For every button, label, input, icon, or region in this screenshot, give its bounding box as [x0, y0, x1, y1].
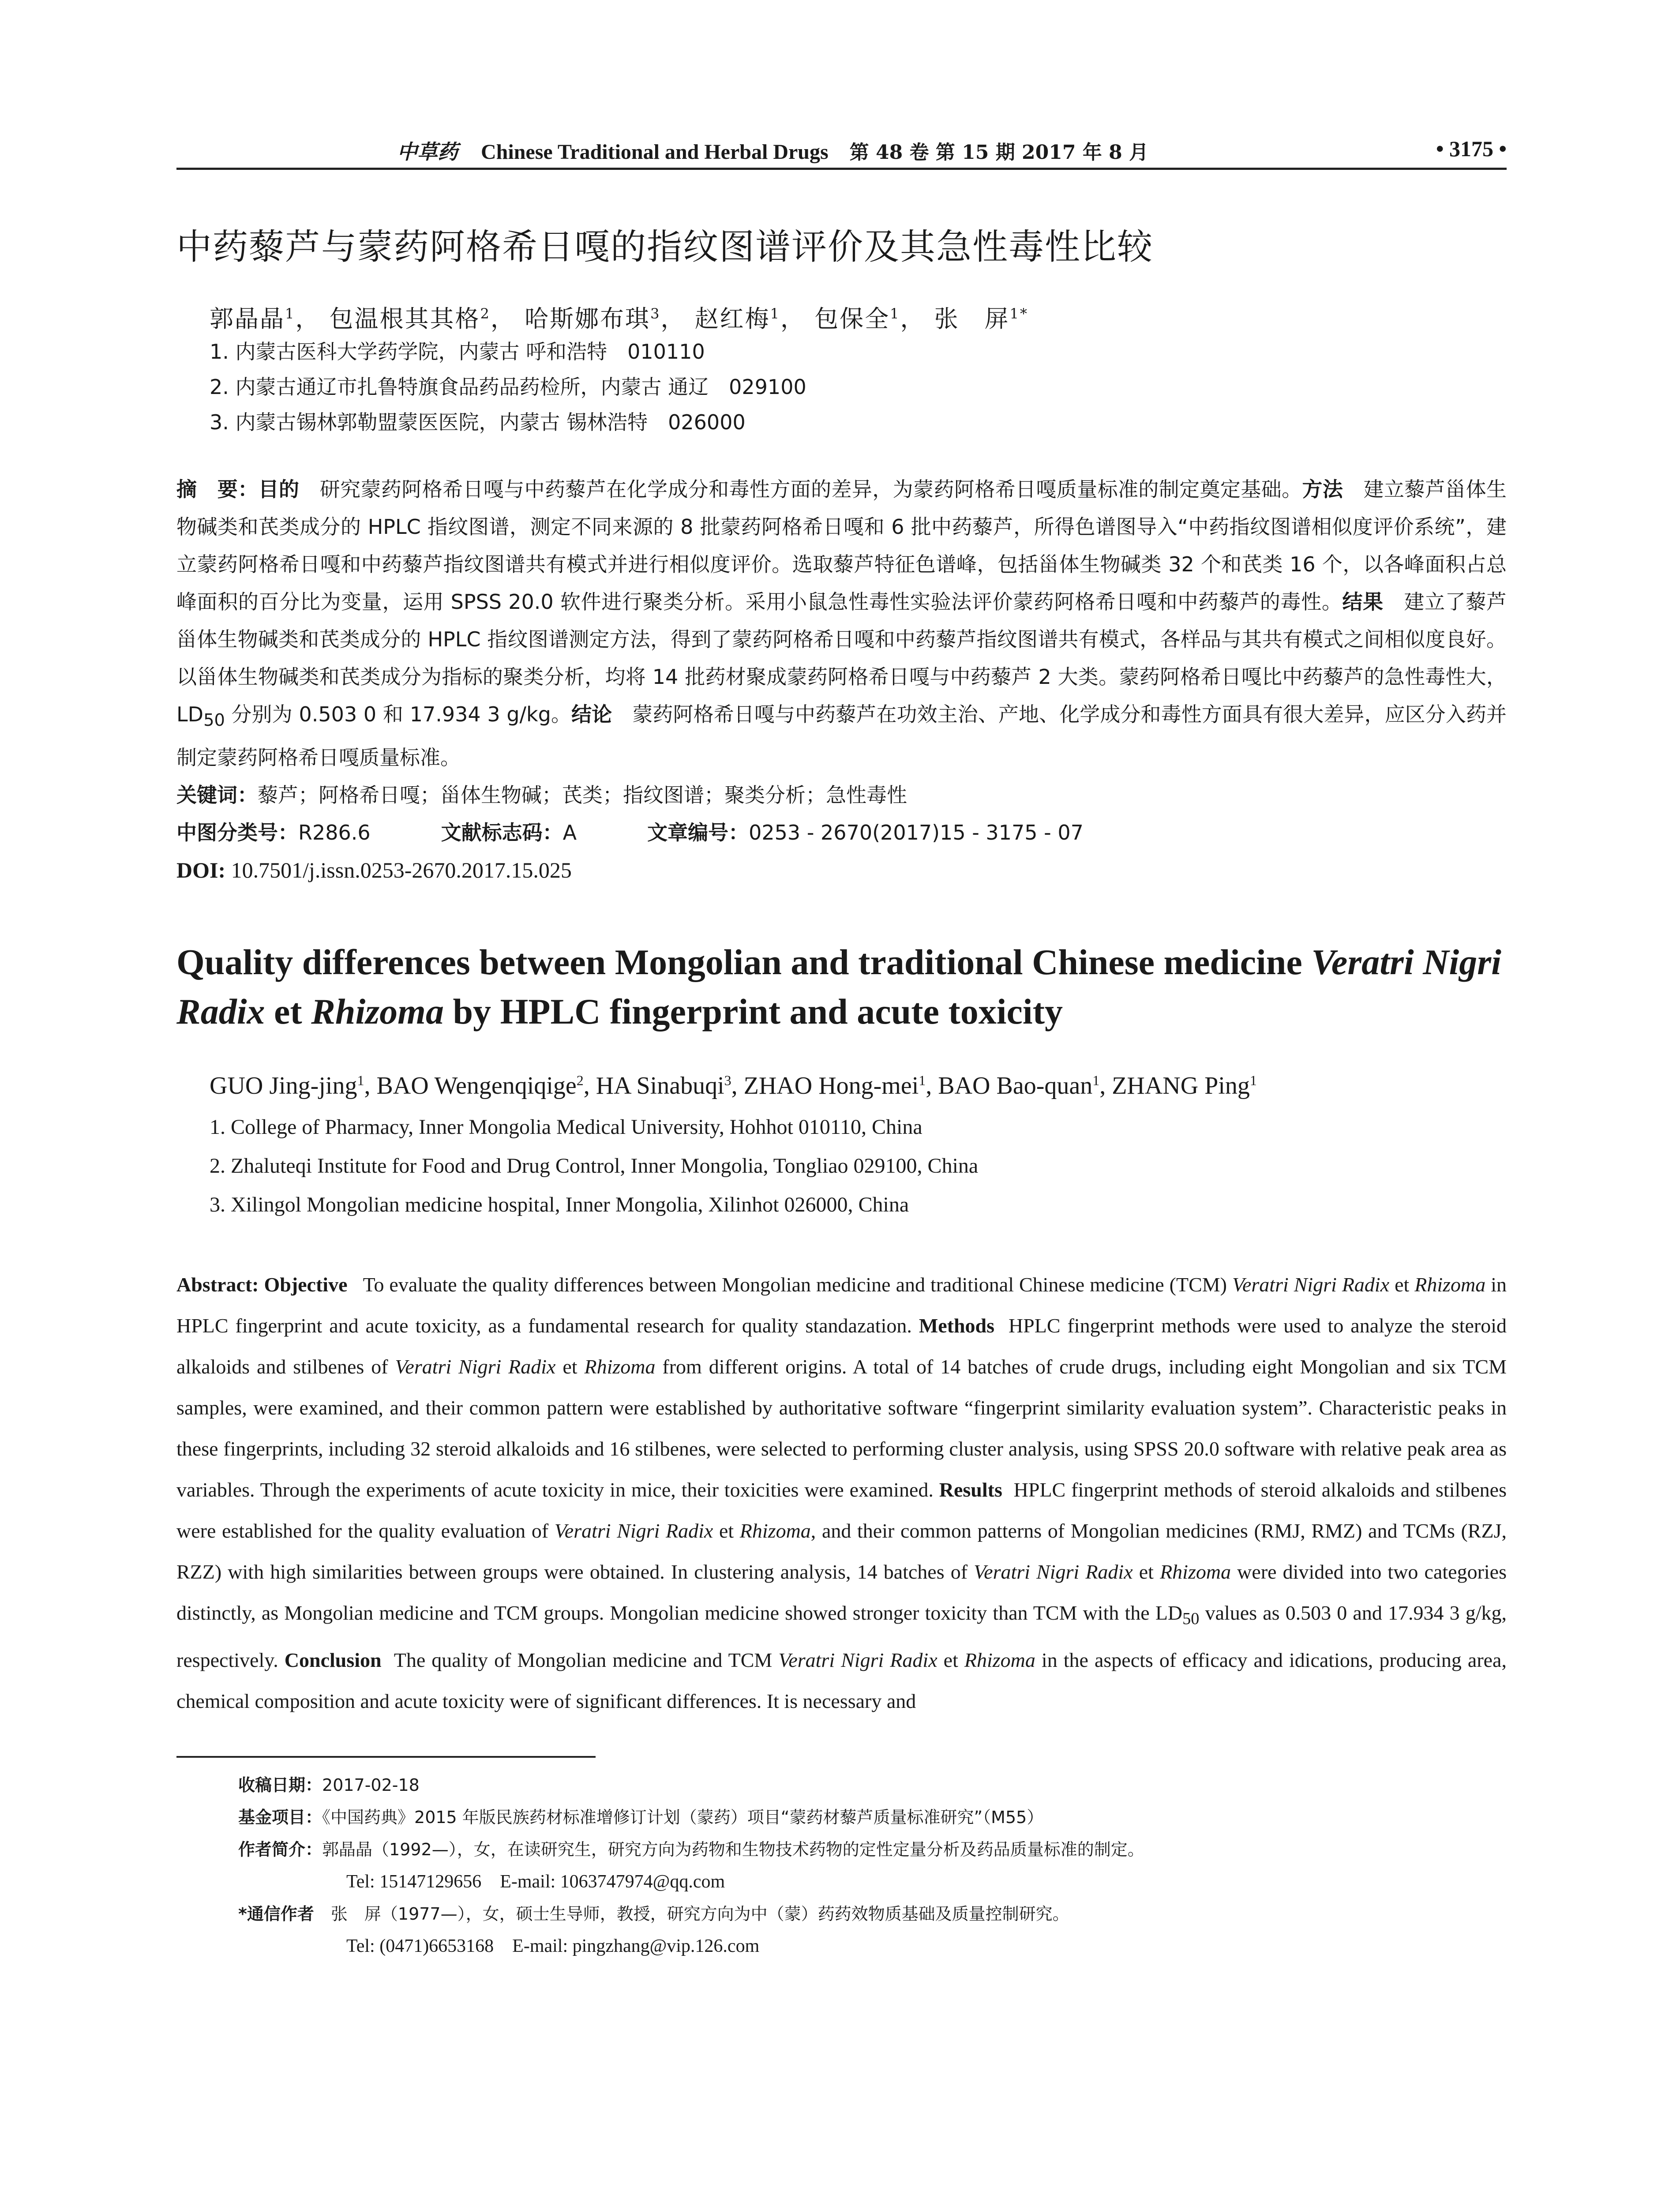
running-header — [176, 132, 1507, 170]
author-name: 哈斯娜布琪 — [525, 305, 651, 333]
et-text: et — [713, 1519, 740, 1542]
affiliation-zh-1: 1. 内蒙古医科大学药学院，内蒙古 呼和浩特 010110 — [210, 340, 705, 364]
objective-label: 目的 — [258, 477, 300, 501]
affiliation-zh-3: 3. 内蒙古锡林郭勒盟蒙医医院，内蒙古 锡林浩特 026000 — [210, 410, 746, 434]
author-name: 赵红梅 — [694, 305, 770, 333]
results-text-2: 分别为 0.503 0 和 17.934 3 g/kg。 — [225, 702, 572, 726]
author-aff: 1 — [1092, 1072, 1100, 1088]
species-part: Rhizoma — [1160, 1561, 1231, 1583]
page-number: • 3175 • — [1436, 136, 1507, 161]
author-name: GUO Jing-jing — [210, 1072, 357, 1100]
author-name: 包温根其其格 — [329, 305, 480, 333]
author-name: 郭晶晶 — [210, 305, 285, 333]
doi-value[interactable]: 10.7501/j.issn.0253-2670.2017.15.025 — [231, 858, 572, 883]
footnote-label: 收稿日期： — [238, 1775, 322, 1795]
journal-name-zh: 中草药 — [397, 140, 458, 164]
keywords-value: 藜芦；阿格希日嘎；甾体生物碱；芪类；指纹图谱；聚类分析；急性毒性 — [258, 783, 907, 807]
footnote-received — [238, 1769, 1507, 1801]
abstract-objective-label: Abstract: Objective — [176, 1273, 348, 1296]
author-aff: 1 — [890, 305, 900, 322]
keywords-zh — [176, 777, 1507, 814]
et-text: et — [1389, 1273, 1415, 1296]
abstract-label: 摘 要： — [176, 477, 259, 501]
author-name: ZHANG Ping — [1112, 1072, 1250, 1100]
classification-line — [176, 814, 1507, 852]
species-part: Rhizoma — [739, 1519, 811, 1542]
affiliation-en-2: 2. Zhaluteqi Institute for Food and Drug Control, Inner Mongolia, Tongliao 029100, China — [210, 1154, 979, 1178]
author-name: 张 屏 — [934, 305, 1010, 333]
species-name: Veratri Nigri Radix — [395, 1355, 556, 1378]
footnote-label: 基金项目： — [238, 1808, 322, 1827]
title-en-part: Quality differences between Mongolian and traditional Chinese medicine — [176, 942, 1312, 983]
conclusion-text-2: in the aspects of efficacy and idications, producing area, chemical composition and acute toxicity were of significant differences. It is necessary and — [176, 1649, 1507, 1713]
author-name: BAO Wengenqiqige — [376, 1072, 577, 1100]
title-english — [176, 938, 1507, 1036]
methods-text: 建立藜芦甾体生物碱类和芪类成分的 HPLC 指纹图谱，测定不同来源的 8 批蒙药阿格希日嘎和 6 批中药藜芦，所得色谱图导入“中药指纹图谱相似度评价系统”，建立蒙药阿格希日嘎和中药藜芦指纹图谱共有模式并进行相似度评价。选取藜芦特征色谱峰，包括甾体生物碱类 32 个和芪类 16 个，以各峰面积占总峰面积的百分比为变量，运用 SPSS 20.0 软件进行聚类分析。采用小鼠急性毒性实验法评价蒙药阿格希日嘎和中药藜芦的毒性。 — [176, 477, 1507, 614]
subscript: 50 — [203, 710, 225, 731]
author-aff: 3 — [650, 305, 661, 322]
author-aff: 1 — [770, 305, 780, 322]
conclusion-text: 蒙药阿格希日嘎与中药藜芦在功效主治、产地、化学成分和毒性方面具有很大差异，应区分入药并制定蒙药阿格希日嘎质量标准。 — [176, 702, 1507, 770]
journal-name — [397, 136, 1148, 165]
authors-english: GUO Jing-jing$^1$, BAO Wengenqiqige$^2$, HA Sinabuqi$^3$, ZHAO Hong-mei$^1$, BAO Bao-quan$^1$, ZHANG Ping$^1$ — [210, 1072, 1257, 1100]
objective-text: 研究蒙药阿格希日嘎与中药藜芦在化学成分和毒性方面的差异，为蒙药阿格希日嘎质量标准的制定奠定基础。 — [319, 477, 1302, 501]
subscript: 50 — [1182, 1609, 1200, 1628]
issue-info: 第 48 卷 第 15 期 2017 年 8 月 — [849, 141, 1149, 164]
keywords-label: 关键词： — [176, 783, 258, 807]
conclusion-label: 结论 — [571, 702, 612, 726]
author-aff: 2 — [480, 305, 491, 322]
author-aff: 1 — [1249, 1072, 1257, 1088]
author-aff: 3 — [724, 1072, 731, 1088]
title-en-italic: Rhizoma — [311, 991, 444, 1032]
footnote-divider — [176, 1756, 596, 1758]
footnote-label: *通信作者 — [238, 1904, 314, 1924]
results-text-4: values as 0.503 0 and 17.934 3 g/kg, respectively. — [176, 1602, 1507, 1672]
author-aff: 1 — [919, 1072, 926, 1088]
methods-text-2: from different origins. A total of 14 batches of crude drugs, including eight Mongolian and six TCM samples, were examined, and their common pattern were established by authoritative software “fingerprint similarity evaluation system”. Characteristic peaks in these fingerprints, including 32 steroid alkaloids and 16 stilbenes, were selected to performing cluster analysis, using SPSS 20.0 software with relative peak area as variables. Through the experiments of acute toxicity in mice, their toxicities were examined. — [176, 1355, 1507, 1501]
doi-label: DOI: — [176, 858, 226, 883]
author-aff: 1 — [285, 305, 296, 322]
affiliation-zh-2: 2. 内蒙古通辽市扎鲁特旗食品药品药检所，内蒙古 通辽 029100 — [210, 375, 806, 399]
clc-label: 中图分类号： — [176, 821, 298, 845]
abstract-english — [176, 1264, 1507, 1722]
objective-text: To evaluate the quality differences between Mongolian medicine and traditional Chinese medicine (TCM) — [363, 1273, 1232, 1296]
footnote-author — [238, 1834, 1507, 1866]
title-en-part: et — [265, 991, 311, 1032]
footnote-value: 《中国药典》2015 年版民族药材标准增修订计划（蒙药）项目“蒙药材藜芦质量标准研究”（M55） — [322, 1808, 1044, 1827]
species-name: Veratri Nigri Radix — [778, 1649, 938, 1672]
title-en-part: by HPLC fingerprint and acute toxicity — [443, 991, 1063, 1032]
footnote-label: 作者简介： — [238, 1840, 322, 1860]
et-text: et — [937, 1649, 964, 1672]
results-text-2: , and their common patterns of Mongolian medicines (RMJ, RMZ) and TCMs (RZJ, RZZ) with high similarities between groups were obtained. In clustering analysis, 14 batches of — [176, 1519, 1507, 1583]
clc-value: R286.6 — [298, 821, 371, 845]
species-part: Rhizoma — [584, 1355, 656, 1378]
doc-code-value: A — [562, 821, 577, 845]
abstract-chinese — [176, 471, 1507, 777]
species-name: Veratri Nigri Radix — [1232, 1273, 1390, 1296]
et-text: et — [555, 1355, 585, 1378]
footnote-author-contact: Tel: 15147129656 E-mail: 1063747974@qq.com — [346, 1872, 725, 1892]
footnote-fund — [238, 1801, 1507, 1834]
footnote-corresponding-contact: Tel: (0471)6653168 E-mail: pingzhang@vip.126.com — [346, 1936, 760, 1957]
title-en-italic: Veratri Nigri Radix — [176, 942, 1501, 1032]
affiliation-en-3: 3. Xilingol Mongolian medicine hospital, Inner Mongolia, Xilinhot 026000, China — [210, 1193, 909, 1217]
author-name: ZHAO Hong-mei — [743, 1072, 919, 1100]
results-text: HPLC fingerprint methods of steroid alkaloids and stilbenes were established for the quality evaluation of — [176, 1478, 1507, 1542]
conclusion-text: The quality of Mongolian medicine and TCM — [394, 1649, 779, 1672]
methods-label: Methods — [919, 1314, 995, 1337]
species-part: Rhizoma — [964, 1649, 1035, 1672]
author-aff: 1* — [1009, 305, 1029, 322]
affiliation-en-1: 1. College of Pharmacy, Inner Mongolia Medical University, Hohhot 010110, China — [210, 1115, 922, 1139]
objective-text-2: in HPLC fingerprint and acute toxicity, as a fundamental research for quality standazation. — [176, 1273, 1507, 1337]
doc-code-label: 文献标志码： — [441, 821, 563, 845]
footnotes — [238, 1769, 1507, 1962]
species-name: Veratri Nigri Radix — [554, 1519, 713, 1542]
article-no-value: 0253 - 2670(2017)15 - 3175 - 07 — [749, 821, 1084, 845]
species-part: Rhizoma — [1414, 1273, 1486, 1296]
methods-text: HPLC fingerprint methods were used to analyze the steroid alkaloids and stilbenes of — [176, 1314, 1507, 1378]
authors-chinese: 郭晶晶$^1$， 包温根其其格$^2$， 哈斯娜布琪$^3$， 赵红梅$^1$， 包保全$^1$， 张 屏$^{1*}$ — [210, 305, 1029, 333]
footnote-corresponding — [238, 1898, 1507, 1930]
article-no-label: 文章编号： — [647, 821, 749, 845]
footnote-value: 郭晶晶（1992—），女，在读研究生，研究方向为药物和生物技术药物的定性定量分析及药品质量标准的制定。 — [322, 1840, 1144, 1860]
conclusion-label: Conclusion — [284, 1649, 382, 1672]
author-name: 包保全 — [814, 305, 890, 333]
journal-name-en: Chinese Traditional and Herbal Drugs — [481, 140, 829, 164]
footnote-value: 2017-02-18 — [322, 1775, 420, 1795]
results-text-3: were divided into two categories distinctly, as Mongolian medicine and TCM groups. Mongolian medicine showed stronger toxicity than TCM with the LD — [176, 1561, 1507, 1624]
title-chinese: 中药藜芦与蒙药阿格希日嘎的指纹图谱评价及其急性毒性比较 — [176, 226, 1153, 267]
methods-label: 方法 — [1302, 477, 1343, 501]
doi-line — [176, 852, 1507, 889]
author-name: BAO Bao-quan — [938, 1072, 1093, 1100]
author-aff: 1 — [357, 1072, 364, 1088]
results-text: 建立了藜芦甾体生物碱类和芪类成分的 HPLC 指纹图谱测定方法，得到了蒙药阿格希日嘎和中药藜芦指纹图谱共有模式，各样品与其共有模式之间相似度良好。以甾体生物碱类和芪类成分为指标的聚类分析，均将 14 批药材聚成蒙药阿格希日嘎与中药藜芦 2 大类。蒙药阿格希日嘎比中药藜芦的急性毒性大，LD — [176, 590, 1507, 726]
author-aff: 2 — [576, 1072, 584, 1088]
footnote-value: 张 屏（1977—），女，硕士生导师，教授，研究方向为中（蒙）药药效物质基础及质量控制研究。 — [330, 1904, 1069, 1924]
species-name: Veratri Nigri Radix — [974, 1561, 1133, 1583]
results-label: 结果 — [1342, 590, 1384, 614]
author-name: HA Sinabuqi — [596, 1072, 724, 1100]
et-text: et — [1132, 1561, 1160, 1583]
paper-page — [176, 132, 1507, 1962]
results-label: Results — [939, 1478, 1002, 1501]
